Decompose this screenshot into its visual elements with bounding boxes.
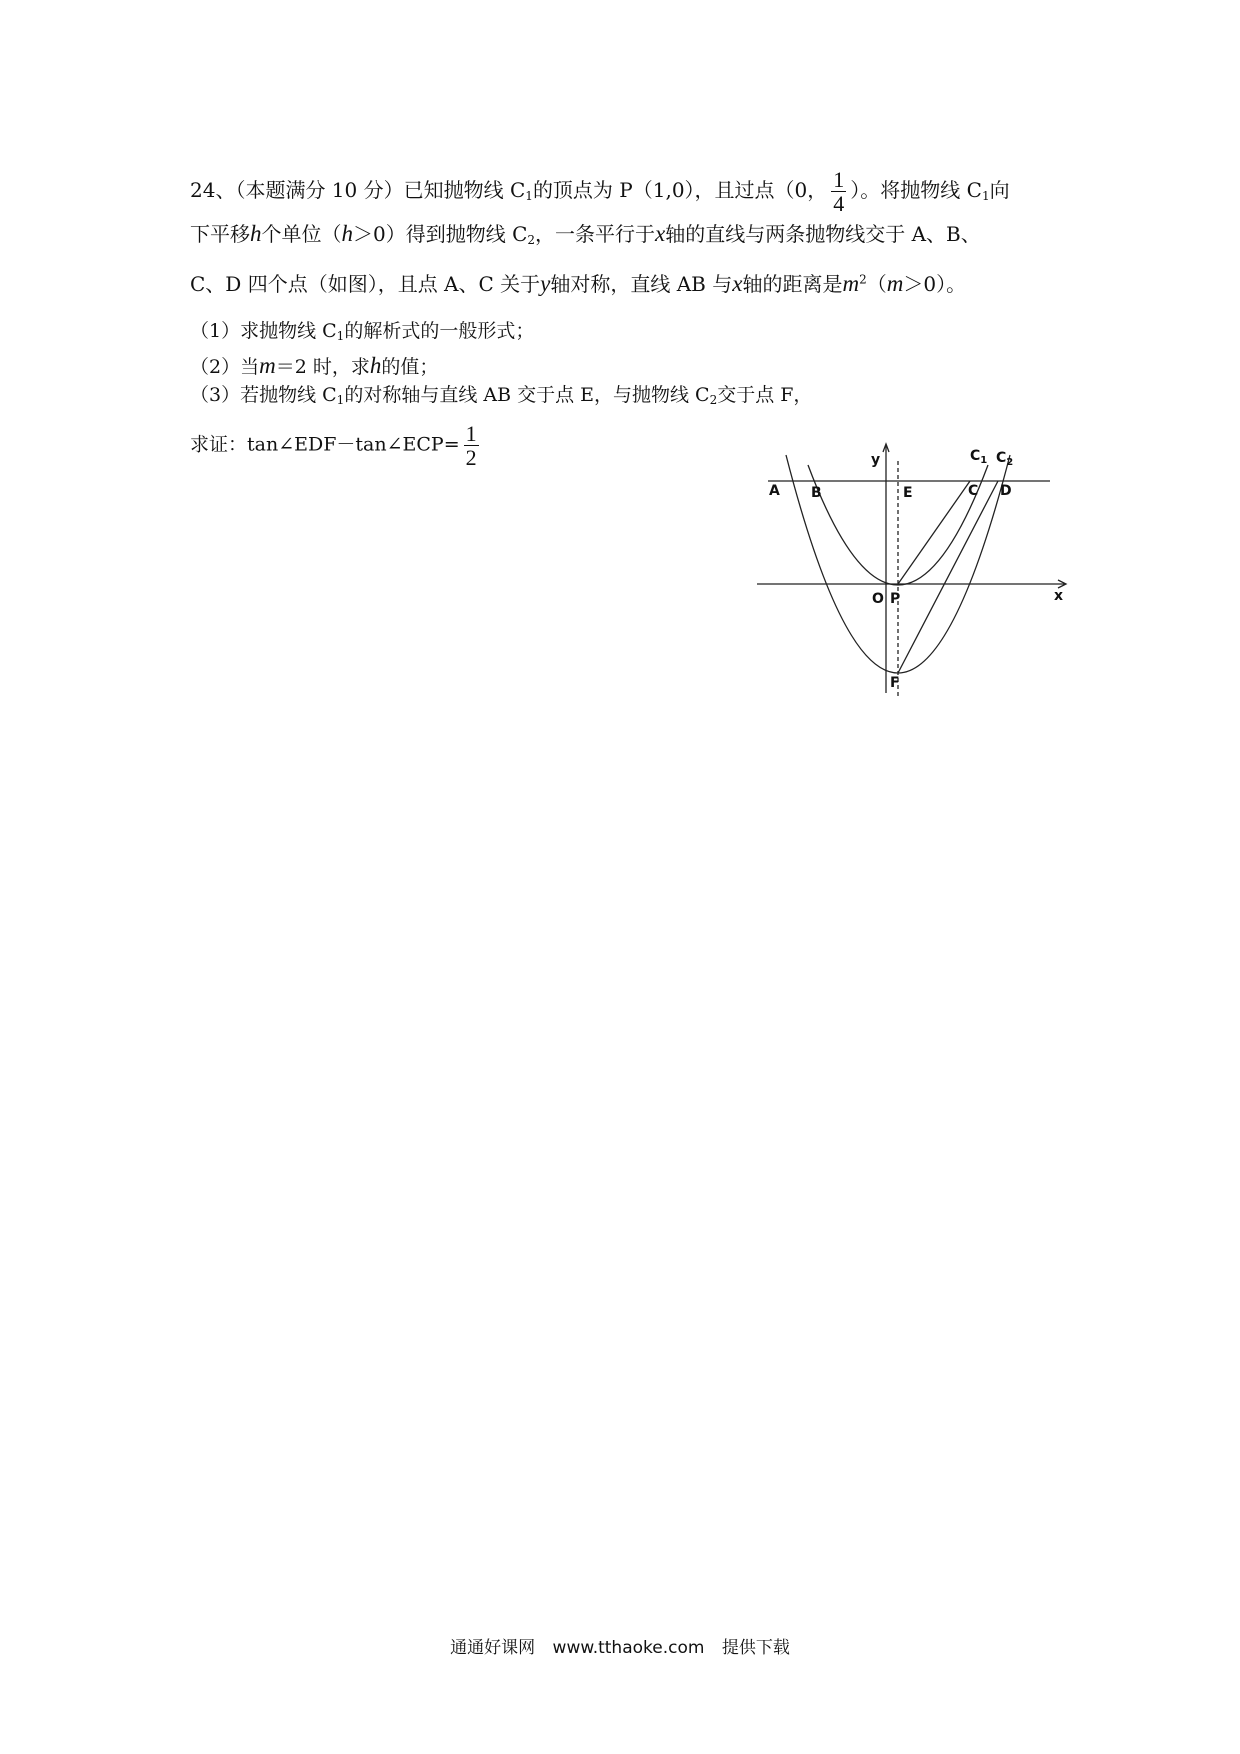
text-segment: 下平移 [190,222,250,246]
text-segment: 求证：tan∠EDF－tan∠ECP= [190,433,460,456]
label-c: C [968,483,979,499]
text-segment: 轴的距离是 [742,272,843,296]
text-segment: C、D 四个点（如图），且点 A、C 关于 [190,272,541,296]
superscript: 2 [859,272,867,287]
subscript: 1 [981,189,990,204]
label-c1-name: C [970,448,981,464]
text-segment: 的值； [381,356,439,378]
fraction-one-quarter [831,168,846,215]
text-segment: ，一条平行于 [535,222,656,246]
problem-score: （本题满分 10 分） [235,178,404,203]
variable-h: h [250,221,262,246]
question-1 [190,322,534,342]
fraction-denominator: 2 [465,445,477,471]
parabola-figure [740,435,1080,710]
question-2 [190,354,438,377]
fraction-one-half [464,422,479,469]
text-segment: ）。将抛物线 C [850,178,982,203]
label-c2-sub: 2 [1006,457,1014,468]
question-3 [190,386,812,406]
subscript: 1 [336,393,345,407]
label-c2-name: C [996,450,1007,466]
fraction-numerator: 1 [833,167,845,192]
problem-line-2 [190,222,981,246]
variable-x: x [655,221,666,246]
proof-statement [190,422,483,469]
text-segment: ＝2 时，求 [275,356,370,378]
footer-site-name: 通通好课网 [450,1638,536,1658]
text-segment: （ [866,272,887,296]
label-x: x [1054,588,1064,604]
variable-x: x [732,271,743,296]
text-segment: 交于点 F， [717,384,813,406]
problem-number: 24、 [190,178,236,203]
variable-m: m [259,353,276,378]
text-segment: （2）当 [190,356,260,378]
problem-line-1 [190,168,1010,215]
text-segment: ＞0）。 [903,272,967,296]
text-segment: 个单位（ [261,222,342,246]
label-p: P [890,591,901,607]
label-y: y [871,452,881,468]
variable-y: y [540,271,551,296]
text-segment: 向 [989,178,1010,203]
subscript: 1 [336,329,345,343]
subscript: 2 [709,393,718,407]
text-segment: 轴的直线与两条抛物线交于 A、B、 [665,222,981,246]
problem-line-3 [190,272,966,295]
label-c1 [970,448,987,466]
label-o: O [872,591,884,607]
text-segment: 的顶点为 P（1,0），且过点（0， [532,178,828,203]
subscript: 1 [525,189,533,204]
label-a: A [769,483,780,499]
text-segment: 的解析式的一般形式； [344,320,535,342]
variable-m: m [886,271,904,296]
label-f: F [890,675,900,691]
footer-url[interactable]: www.tthaoke.com [552,1638,705,1658]
label-c1-sub: 1 [980,455,988,466]
page-footer [0,1633,1240,1658]
text-segment: （3）若抛物线 C [190,384,337,406]
fraction-numerator: 1 [465,421,477,446]
segment-df [898,481,998,673]
label-c2 [996,450,1013,468]
fraction-denominator: 4 [833,191,845,217]
text-segment: ＞0）得到抛物线 C [353,222,528,246]
variable-h: h [369,353,382,378]
subscript: 2 [527,233,536,247]
label-d: D [1000,483,1012,499]
text-segment: （1）求抛物线 C [190,320,337,342]
text-segment: 已知抛物线 C [403,178,526,203]
footer-suffix: 提供下载 [721,1638,790,1658]
text-segment: 轴对称，直线 AB 与 [550,272,733,296]
variable-m: m [842,271,860,296]
variable-h: h [341,221,353,246]
text-segment: 的对称轴与直线 AB 交于点 E，与抛物线 C [344,384,710,406]
label-b: B [811,485,822,501]
label-e: E [903,485,913,501]
